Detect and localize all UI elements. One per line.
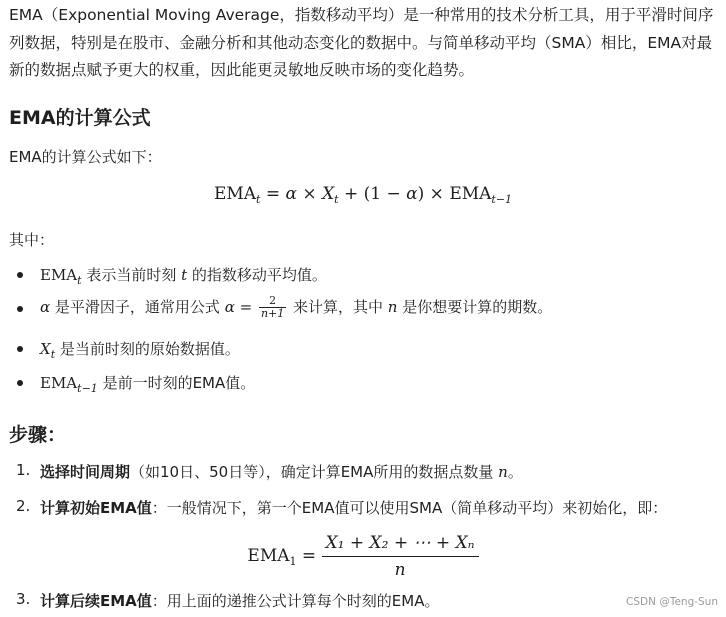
formula-intro: EMA的计算公式如下： <box>9 148 162 166</box>
step-number: 2. <box>16 497 31 515</box>
step-text-end: 。 <box>507 463 523 481</box>
formula-heading: EMA的计算公式 <box>9 107 151 129</box>
formula-rhs-sub: t−1 <box>491 193 513 206</box>
formula-times: × <box>297 184 323 204</box>
bullet-dot <box>17 306 23 312</box>
bullet-symbol-sub: t <box>77 274 82 287</box>
fraction-numerator: 2 <box>259 295 286 308</box>
bullet-text: 的指数移动平均值。 <box>187 266 327 284</box>
bullet-symbol: EMA <box>40 266 78 284</box>
init-ema-formula <box>0 530 726 583</box>
init-formula-lhs: EMA <box>247 546 290 566</box>
bullet-eq: = <box>234 298 257 316</box>
init-fraction-denominator: n <box>394 560 406 580</box>
step-text: ：用上面的递推公式计算每个时刻的EMA。 <box>151 592 440 610</box>
step-title: 计算后续EMA值 <box>40 592 152 610</box>
formula-alpha: α <box>285 184 297 204</box>
steps-heading: 步骤： <box>9 424 67 446</box>
bullet-dot <box>17 272 23 278</box>
bullet-symbol: α <box>40 298 51 316</box>
init-formula-eq: = <box>296 546 322 566</box>
formula-lhs-sub: t <box>256 193 261 206</box>
alpha-fraction <box>259 295 286 320</box>
formula-x-sub: t <box>334 193 339 206</box>
step-text: （如10日、50日等），确定计算EMA所用的数据点数量 <box>130 463 499 481</box>
bullet-symbol: EMA <box>40 374 78 392</box>
init-formula-lhs-sub: 1 <box>289 555 297 568</box>
bullet-var: n <box>387 298 398 316</box>
bullet-alpha: α <box>224 298 235 316</box>
bullet-symbol: X <box>40 340 51 358</box>
bullet-symbol-sub: t−1 <box>77 382 98 395</box>
bullet-text: 是前一时刻的EMA值。 <box>97 374 256 392</box>
bullet-symbol-sub: t <box>50 348 56 361</box>
step-var: n <box>498 463 508 481</box>
step-text: ：一般情况下，第一个EMA值可以使用SMA（简单移动平均）来初始化，即： <box>151 499 668 517</box>
intro-paragraph: EMA（Exponential Moving Average，指数移动平均）是一种常用的技术分析工具，用于平滑时间序列数据，特别是在股市、金融分析和其他动态变化的数据中。与简单移动平均（SMA）相比，EMA对最新的数据点赋予更大的权重，因此能更灵敏地反映市场的变化趋势。 <box>9 6 714 79</box>
bullet-dot <box>17 346 23 352</box>
formula-x: X <box>322 184 335 204</box>
bullet-var: t <box>181 266 188 284</box>
bullet-dot <box>17 380 23 386</box>
bullet-text: 来计算，其中 <box>288 298 388 316</box>
bullet-text: 是当前时刻的原始数据值。 <box>55 340 240 358</box>
fraction-denominator: n+1 <box>260 307 285 320</box>
step-title: 计算初始EMA值 <box>40 499 152 517</box>
formula-rhs: EMA <box>449 184 492 204</box>
bullet-text: 表示当前时刻 <box>81 266 182 284</box>
step-title: 选择时间周期 <box>40 463 131 481</box>
step-number: 1. <box>16 461 31 479</box>
init-fraction <box>322 530 479 583</box>
ema-formula <box>0 184 726 206</box>
formula-plus: + (1 − <box>338 184 407 204</box>
formula-close: ) × <box>417 184 450 204</box>
step-number: 3. <box>16 590 31 608</box>
watermark: CSDN @Teng-Sun <box>626 596 718 608</box>
bullet-text: 是你想要计算的期数。 <box>397 298 553 316</box>
init-fraction-numerator: X₁ + X₂ + ⋯ + Xₙ <box>322 530 479 557</box>
where-label: 其中： <box>9 231 55 249</box>
formula-lhs: EMA <box>213 184 257 204</box>
formula-eq: = <box>260 184 286 204</box>
bullet-text: 是平滑因子，通常用公式 <box>50 298 225 316</box>
formula-alpha2: α <box>406 184 418 204</box>
